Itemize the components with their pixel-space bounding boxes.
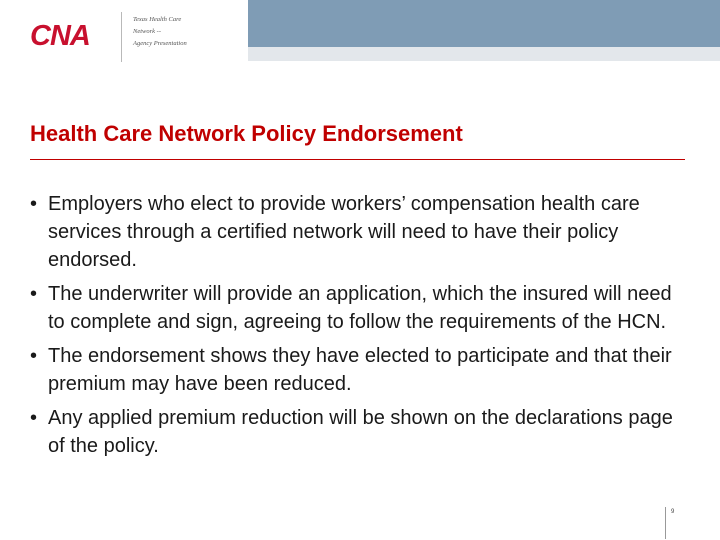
bullet-item	[30, 190, 690, 274]
deck-subtitle	[133, 14, 243, 50]
deck-subtitle-line: Network --	[133, 28, 161, 35]
bullet-text: Any applied premium reduction will be shown on the declarations page of the policy.	[48, 407, 673, 457]
bullet-item	[30, 404, 690, 460]
bullet-marker: •	[30, 283, 38, 305]
bullet-list	[30, 190, 690, 466]
bullet-text: Employers who elect to provide workers’ compensation health care services through a certified network will need to have their policy endorsed.	[48, 193, 640, 271]
bullet-marker: •	[30, 407, 38, 429]
deck-subtitle-line: Agency Presentation	[133, 40, 187, 47]
cna-logo	[30, 20, 112, 50]
header-band-light	[248, 47, 720, 61]
logo-divider	[121, 12, 122, 62]
bullet-item	[30, 280, 690, 336]
title-rule	[30, 159, 685, 160]
slide-title: Health Care Network Policy Endorsement	[30, 121, 463, 146]
bullet-item	[30, 342, 690, 398]
page-number-divider	[665, 507, 666, 539]
header-band	[248, 0, 720, 47]
cna-logo-text: CNA	[30, 20, 90, 50]
bullet-text: The endorsement shows they have elected to participate and that their premium may have been reduced.	[48, 345, 672, 395]
bullet-marker: •	[30, 193, 38, 215]
bullet-marker: •	[30, 345, 38, 367]
page-number: 9	[671, 509, 675, 515]
deck-subtitle-line: Texas Health Care	[133, 16, 182, 23]
bullet-text: The underwriter will provide an application, which the insured will need to complete and sign, agreeing to follow the requirements of the HCN.	[48, 283, 672, 333]
